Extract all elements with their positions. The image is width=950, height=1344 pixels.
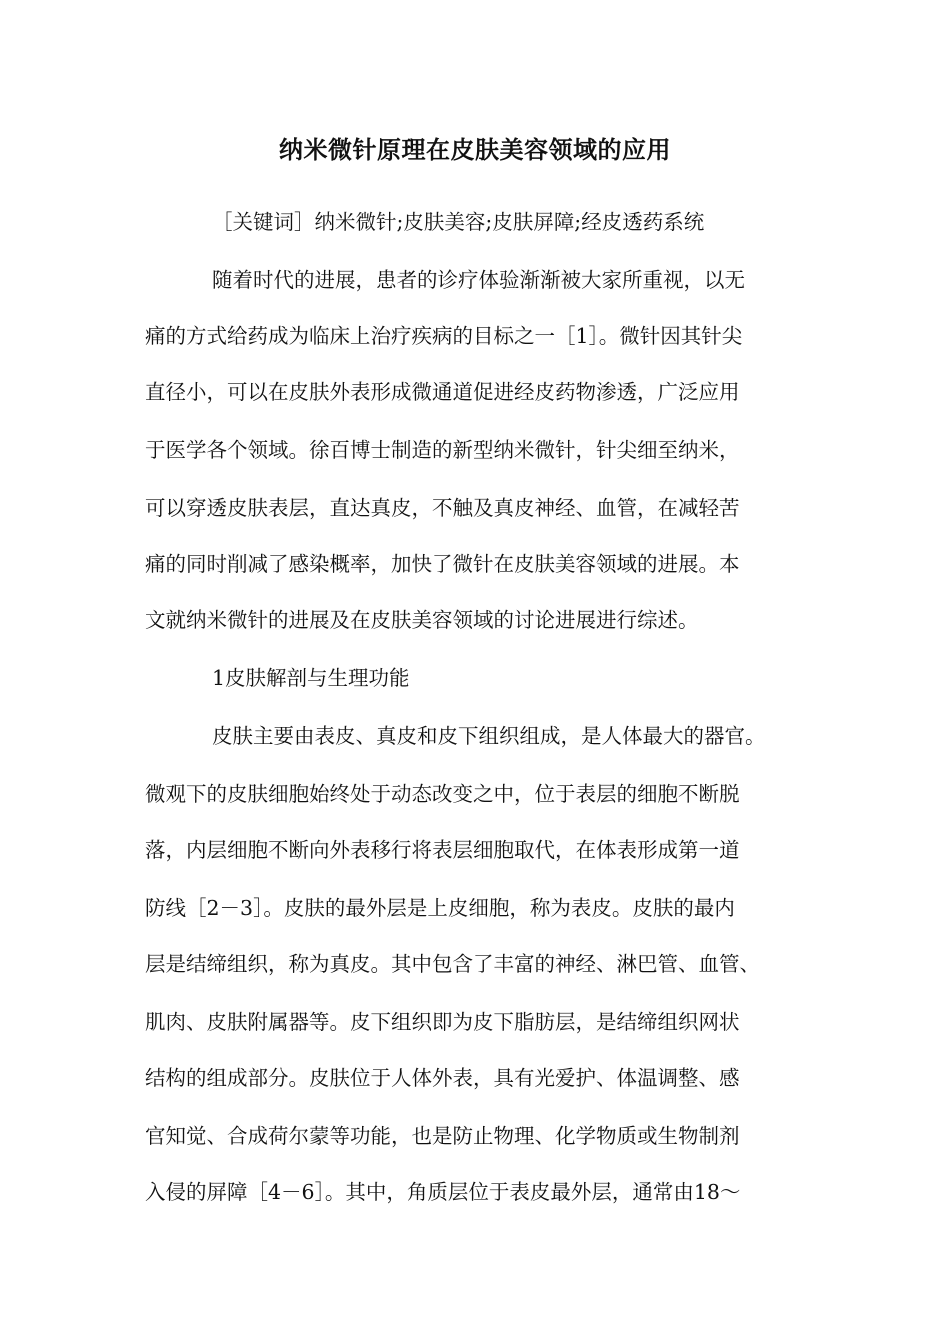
paragraph-line: 文就纳米微针的进展及在皮肤美容领域的讨论进展进行综述。: [145, 608, 699, 632]
paragraph-line: 直径小，可以在皮肤外表形成微通道促进经皮药物渗透，广泛应用: [145, 380, 740, 404]
paragraph-line: 痛的同时削减了感染概率，加快了微针在皮肤美容领域的进展。本: [145, 552, 740, 576]
paragraph-line: 随着时代的进展，患者的诊疗体验渐渐被大家所重视，以无: [212, 268, 745, 292]
paragraph-line: 于医学各个领域。徐百博士制造的新型纳米微针，针尖细至纳米，: [145, 438, 740, 462]
paragraph-line: 肌肉、皮肤附属器等。皮下组织即为皮下脂肪层，是结缔组织网状: [145, 1010, 740, 1034]
paragraph-line: 皮肤主要由表皮、真皮和皮下组织组成，是人体最大的器官。: [212, 724, 766, 748]
paragraph-line: 防线［2－3］。皮肤的最外层是上皮细胞，称为表皮。皮肤的最内: [145, 896, 735, 920]
section-heading: 1皮肤解剖与生理功能: [212, 666, 410, 690]
document-title: 纳米微针原理在皮肤美容领域的应用: [279, 136, 671, 164]
paragraph-line: 层是结缔组织，称为真皮。其中包含了丰富的神经、淋巴管、血管、: [145, 952, 760, 976]
paragraph-line: 官知觉、合成荷尔蒙等功能，也是防止物理、化学物质或生物制剂: [145, 1124, 740, 1148]
keywords-line: ［关键词］纳米微针;皮肤美容;皮肤屏障;经皮透药系统: [212, 210, 705, 234]
paragraph-line: 微观下的皮肤细胞始终处于动态改变之中，位于表层的细胞不断脱: [145, 782, 740, 806]
paragraph-line: 落，内层细胞不断向外表移行将表层细胞取代，在体表形成第一道: [145, 838, 740, 862]
paragraph-line: 痛的方式给药成为临床上治疗疾病的目标之一［1］。微针因其针尖: [145, 324, 743, 348]
paragraph-line: 可以穿透皮肤表层，直达真皮，不触及真皮神经、血管，在减轻苦: [145, 496, 740, 520]
paragraph-line: 结构的组成部分。皮肤位于人体外表，具有光爱护、体温调整、感: [145, 1066, 740, 1090]
paragraph-line: 入侵的屏障［4－6］。其中，角质层位于表皮最外层，通常由18～: [145, 1180, 741, 1204]
